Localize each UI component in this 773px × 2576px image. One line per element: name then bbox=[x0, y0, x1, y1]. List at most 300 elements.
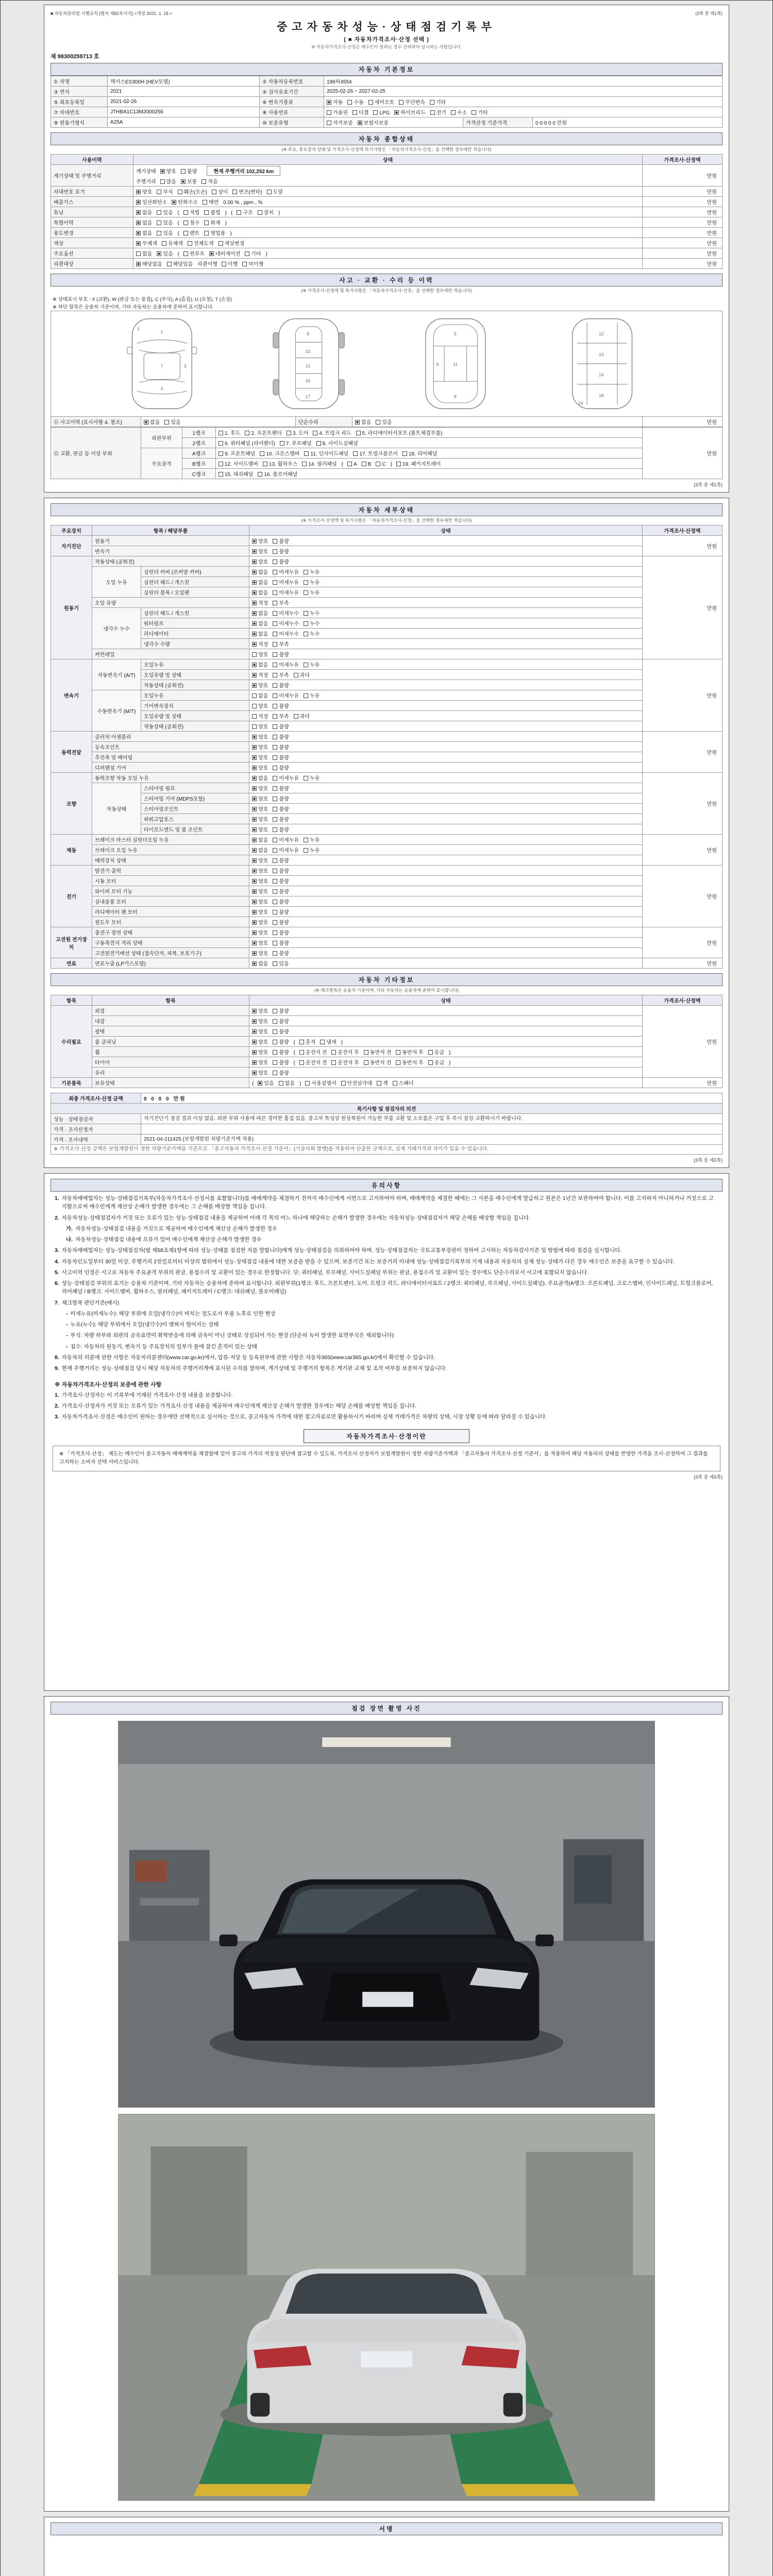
checkbox-option[interactable] bbox=[273, 660, 299, 668]
checkbox-option[interactable] bbox=[273, 949, 289, 957]
checkbox-option[interactable] bbox=[252, 712, 268, 720]
checkbox-checked[interactable] bbox=[252, 1071, 257, 1075]
checkbox-checked[interactable] bbox=[252, 848, 257, 853]
checkbox[interactable] bbox=[376, 420, 380, 425]
checkbox[interactable] bbox=[273, 951, 277, 956]
checkbox[interactable] bbox=[353, 451, 358, 456]
checkbox-checked[interactable] bbox=[209, 251, 214, 256]
checkbox-option[interactable] bbox=[304, 578, 320, 586]
checkbox-option[interactable] bbox=[273, 825, 289, 833]
checkbox-option[interactable] bbox=[273, 764, 289, 771]
checkbox-option[interactable] bbox=[273, 887, 289, 895]
checkbox[interactable] bbox=[294, 714, 298, 719]
checkbox-option[interactable] bbox=[331, 1058, 359, 1066]
checkbox-checked[interactable] bbox=[136, 231, 141, 235]
checkbox-checked[interactable] bbox=[252, 590, 257, 595]
checkbox-option[interactable] bbox=[273, 681, 289, 689]
checkbox-checked[interactable] bbox=[160, 169, 165, 174]
checkbox-checked[interactable] bbox=[252, 961, 257, 966]
checkbox[interactable] bbox=[273, 560, 277, 564]
checkbox-option[interactable] bbox=[368, 98, 395, 106]
checkbox[interactable] bbox=[219, 431, 223, 435]
checkbox-option[interactable] bbox=[428, 1058, 444, 1066]
checkbox-option[interactable] bbox=[219, 429, 240, 436]
checkbox-option[interactable] bbox=[252, 897, 268, 905]
checkbox-option[interactable] bbox=[396, 1048, 423, 1056]
checkbox[interactable] bbox=[273, 930, 277, 935]
checkbox[interactable] bbox=[273, 920, 277, 925]
checkbox-option[interactable] bbox=[273, 1007, 289, 1014]
checkbox-option[interactable] bbox=[377, 1079, 388, 1087]
checkbox[interactable] bbox=[178, 190, 182, 194]
checkbox-option[interactable] bbox=[178, 188, 207, 195]
checkbox-checked[interactable] bbox=[252, 1019, 257, 1024]
checkbox-option[interactable] bbox=[252, 578, 268, 586]
checkbox-checked[interactable] bbox=[136, 210, 141, 215]
checkbox-checked[interactable] bbox=[136, 190, 141, 194]
checkbox-option[interactable] bbox=[252, 660, 268, 668]
checkbox[interactable] bbox=[304, 693, 308, 698]
checkbox[interactable] bbox=[273, 1071, 277, 1075]
checkbox-option[interactable] bbox=[237, 208, 253, 216]
checkbox-option[interactable] bbox=[252, 1027, 268, 1035]
checkbox-option[interactable] bbox=[252, 784, 268, 792]
checkbox[interactable] bbox=[252, 724, 257, 729]
checkbox-option[interactable] bbox=[304, 449, 348, 457]
checkbox[interactable] bbox=[331, 1050, 336, 1055]
checkbox-checked[interactable] bbox=[252, 1009, 257, 1013]
checkbox-option[interactable] bbox=[136, 249, 152, 257]
checkbox[interactable] bbox=[183, 251, 188, 256]
checkbox[interactable] bbox=[305, 1081, 310, 1086]
checkbox-option[interactable] bbox=[273, 846, 299, 854]
checkbox-option[interactable] bbox=[294, 671, 310, 679]
checkbox[interactable] bbox=[219, 472, 223, 477]
checkbox[interactable] bbox=[302, 462, 307, 466]
checkbox-checked[interactable] bbox=[136, 262, 141, 266]
checkbox-option[interactable] bbox=[376, 418, 392, 426]
checkbox-option[interactable] bbox=[252, 774, 268, 782]
checkbox-option[interactable] bbox=[136, 239, 157, 247]
checkbox[interactable] bbox=[219, 441, 223, 446]
checkbox-checked[interactable] bbox=[136, 221, 141, 225]
checkbox-checked[interactable] bbox=[252, 632, 257, 636]
checkbox[interactable] bbox=[347, 462, 352, 466]
checkbox-option[interactable] bbox=[203, 198, 219, 206]
checkbox-option[interactable] bbox=[252, 877, 268, 885]
checkbox-checked[interactable] bbox=[252, 663, 257, 667]
checkbox-option[interactable] bbox=[252, 568, 268, 575]
checkbox-option[interactable] bbox=[347, 98, 363, 106]
checkbox-option[interactable] bbox=[252, 1069, 268, 1076]
checkbox-option[interactable] bbox=[252, 671, 268, 679]
checkbox-option[interactable] bbox=[273, 568, 299, 575]
checkbox[interactable] bbox=[347, 100, 352, 105]
checkbox-option[interactable] bbox=[183, 208, 199, 216]
checkbox-option[interactable] bbox=[252, 867, 268, 874]
checkbox[interactable] bbox=[252, 714, 257, 719]
checkbox[interactable] bbox=[219, 451, 223, 456]
checkbox-checked[interactable] bbox=[252, 838, 257, 842]
checkbox-option[interactable] bbox=[183, 249, 205, 257]
checkbox-option[interactable] bbox=[222, 260, 238, 267]
checkbox-option[interactable] bbox=[302, 460, 337, 467]
checkbox-checked[interactable] bbox=[252, 735, 257, 739]
checkbox-option[interactable] bbox=[273, 805, 289, 812]
checkbox-checked[interactable] bbox=[252, 560, 257, 564]
checkbox-option[interactable] bbox=[252, 619, 268, 627]
checkbox[interactable] bbox=[258, 472, 262, 477]
checkbox[interactable] bbox=[157, 221, 161, 225]
checkbox-option[interactable] bbox=[451, 108, 467, 116]
checkbox-option[interactable] bbox=[327, 108, 348, 116]
checkbox-checked[interactable] bbox=[252, 1040, 257, 1044]
checkbox[interactable] bbox=[162, 241, 166, 246]
checkbox[interactable] bbox=[472, 110, 476, 115]
checkbox-checked[interactable] bbox=[252, 910, 257, 914]
checkbox[interactable] bbox=[273, 590, 277, 595]
checkbox-option[interactable] bbox=[164, 418, 180, 426]
checkbox-option[interactable] bbox=[252, 1038, 268, 1045]
checkbox[interactable] bbox=[204, 231, 209, 235]
checkbox-option[interactable] bbox=[136, 229, 152, 236]
checkbox-option[interactable] bbox=[252, 939, 268, 946]
checkbox-checked[interactable] bbox=[252, 827, 257, 832]
checkbox[interactable] bbox=[273, 766, 277, 770]
checkbox-option[interactable] bbox=[260, 449, 299, 457]
checkbox-checked[interactable] bbox=[252, 766, 257, 770]
checkbox[interactable] bbox=[273, 858, 277, 863]
checkbox[interactable] bbox=[183, 221, 188, 225]
checkbox[interactable] bbox=[237, 210, 241, 215]
checkbox-option[interactable] bbox=[376, 462, 385, 467]
checkbox-option[interactable] bbox=[273, 547, 289, 555]
checkbox-option[interactable] bbox=[157, 218, 173, 226]
checkbox-option[interactable] bbox=[252, 887, 268, 895]
checkbox-checked[interactable] bbox=[252, 900, 257, 904]
checkbox-option[interactable] bbox=[204, 218, 220, 226]
checkbox-option[interactable] bbox=[353, 449, 398, 457]
checkbox[interactable] bbox=[304, 570, 308, 574]
checkbox[interactable] bbox=[430, 110, 435, 115]
checkbox-option[interactable] bbox=[219, 449, 255, 457]
checkbox-option[interactable] bbox=[252, 815, 268, 823]
checkbox-checked[interactable] bbox=[181, 179, 186, 184]
checkbox[interactable] bbox=[273, 580, 277, 585]
checkbox[interactable] bbox=[341, 1081, 346, 1086]
checkbox-option[interactable] bbox=[136, 188, 152, 195]
checkbox[interactable] bbox=[396, 462, 401, 466]
checkbox-option[interactable] bbox=[273, 1017, 289, 1025]
checkbox-option[interactable] bbox=[160, 177, 176, 185]
checkbox[interactable] bbox=[304, 590, 308, 595]
checkbox-option[interactable] bbox=[201, 177, 217, 185]
checkbox-option[interactable] bbox=[263, 460, 297, 467]
checkbox-option[interactable] bbox=[252, 753, 268, 761]
checkbox-option[interactable] bbox=[472, 108, 488, 116]
checkbox-checked[interactable] bbox=[252, 920, 257, 925]
checkbox-option[interactable] bbox=[136, 260, 162, 267]
checkbox-option[interactable] bbox=[304, 846, 320, 854]
checkbox[interactable] bbox=[273, 724, 277, 729]
checkbox[interactable] bbox=[331, 1060, 336, 1065]
checkbox-option[interactable] bbox=[362, 462, 372, 467]
checkbox-option[interactable] bbox=[305, 1079, 336, 1087]
checkbox-option[interactable] bbox=[273, 619, 299, 627]
checkbox-option[interactable] bbox=[245, 249, 261, 257]
checkbox-option[interactable] bbox=[313, 429, 351, 436]
checkbox[interactable] bbox=[164, 420, 169, 425]
checkbox[interactable] bbox=[451, 110, 456, 115]
checkbox-option[interactable] bbox=[172, 198, 198, 206]
checkbox-option[interactable] bbox=[252, 722, 268, 730]
checkbox-option[interactable] bbox=[355, 418, 371, 426]
checkbox[interactable] bbox=[396, 1050, 400, 1055]
checkbox-option[interactable] bbox=[273, 856, 289, 864]
checkbox[interactable] bbox=[273, 941, 277, 945]
checkbox-checked[interactable] bbox=[252, 642, 257, 647]
checkbox-option[interactable] bbox=[252, 836, 268, 843]
checkbox-checked[interactable] bbox=[252, 1060, 257, 1065]
checkbox-option[interactable] bbox=[252, 733, 268, 740]
checkbox-option[interactable] bbox=[252, 949, 268, 957]
checkbox[interactable] bbox=[273, 1040, 277, 1044]
checkbox[interactable] bbox=[273, 807, 277, 811]
checkbox[interactable] bbox=[287, 431, 291, 435]
checkbox-option[interactable] bbox=[273, 599, 289, 606]
checkbox-option[interactable] bbox=[273, 640, 289, 648]
checkbox-option[interactable] bbox=[396, 1058, 423, 1066]
checkbox-option[interactable] bbox=[273, 557, 289, 565]
checkbox-option[interactable] bbox=[273, 815, 289, 823]
checkbox-option[interactable] bbox=[252, 1048, 268, 1056]
checkbox[interactable] bbox=[327, 110, 331, 115]
checkbox-option[interactable] bbox=[331, 1048, 359, 1056]
checkbox[interactable] bbox=[373, 110, 378, 115]
checkbox-option[interactable] bbox=[399, 98, 425, 106]
checkbox[interactable] bbox=[219, 241, 223, 246]
checkbox-option[interactable] bbox=[273, 928, 289, 936]
checkbox-option[interactable] bbox=[273, 897, 289, 905]
checkbox[interactable] bbox=[157, 210, 161, 215]
checkbox-option[interactable] bbox=[252, 557, 268, 565]
checkbox-option[interactable] bbox=[394, 108, 425, 116]
checkbox-option[interactable] bbox=[157, 249, 173, 257]
checkbox-option[interactable] bbox=[252, 547, 268, 555]
checkbox-option[interactable] bbox=[252, 846, 268, 854]
checkbox-checked[interactable] bbox=[252, 858, 257, 863]
checkbox[interactable] bbox=[273, 1060, 277, 1065]
checkbox[interactable] bbox=[273, 683, 277, 688]
checkbox[interactable] bbox=[428, 1050, 433, 1055]
checkbox-checked[interactable] bbox=[252, 611, 257, 616]
checkbox-option[interactable] bbox=[252, 702, 268, 709]
checkbox-option[interactable] bbox=[219, 439, 275, 447]
checkbox-option[interactable] bbox=[273, 774, 299, 782]
checkbox-option[interactable] bbox=[273, 650, 289, 658]
checkbox-option[interactable] bbox=[327, 118, 353, 126]
checkbox-checked[interactable] bbox=[157, 251, 161, 256]
checkbox[interactable] bbox=[316, 441, 321, 446]
checkbox-checked[interactable] bbox=[252, 539, 257, 544]
checkbox-option[interactable] bbox=[364, 1058, 391, 1066]
checkbox-option[interactable] bbox=[280, 439, 312, 447]
checkbox[interactable] bbox=[304, 611, 308, 616]
checkbox-option[interactable] bbox=[267, 188, 283, 195]
checkbox[interactable] bbox=[280, 441, 284, 446]
checkbox-checked[interactable] bbox=[252, 549, 257, 554]
checkbox-option[interactable] bbox=[181, 177, 197, 185]
checkbox-option[interactable] bbox=[273, 753, 289, 761]
checkbox-checked[interactable] bbox=[252, 570, 257, 574]
checkbox-checked[interactable] bbox=[355, 420, 360, 425]
checkbox-checked[interactable] bbox=[252, 889, 257, 894]
checkbox-option[interactable] bbox=[167, 260, 193, 267]
checkbox[interactable] bbox=[273, 869, 277, 873]
checkbox-option[interactable] bbox=[252, 1007, 268, 1014]
checkbox-option[interactable] bbox=[304, 691, 320, 699]
checkbox[interactable] bbox=[273, 601, 277, 605]
checkbox[interactable] bbox=[273, 1009, 277, 1013]
checkbox-option[interactable] bbox=[294, 712, 310, 720]
checkbox-checked[interactable] bbox=[252, 745, 257, 750]
checkbox[interactable] bbox=[273, 652, 277, 657]
checkbox[interactable] bbox=[242, 262, 247, 266]
checkbox-option[interactable] bbox=[402, 449, 437, 457]
checkbox[interactable] bbox=[232, 190, 237, 194]
checkbox-option[interactable] bbox=[304, 660, 320, 668]
checkbox-option[interactable] bbox=[273, 877, 289, 885]
checkbox[interactable] bbox=[430, 100, 434, 105]
checkbox[interactable] bbox=[273, 1019, 277, 1024]
checkbox-checked[interactable] bbox=[252, 941, 257, 945]
checkbox-option[interactable] bbox=[273, 702, 289, 709]
checkbox[interactable] bbox=[304, 621, 308, 626]
checkbox-option[interactable] bbox=[136, 218, 152, 226]
checkbox-option[interactable] bbox=[252, 599, 268, 606]
checkbox-option[interactable] bbox=[252, 537, 268, 545]
checkbox-checked[interactable] bbox=[252, 930, 257, 935]
checkbox-option[interactable] bbox=[273, 784, 289, 792]
checkbox[interactable] bbox=[327, 121, 331, 125]
checkbox-option[interactable] bbox=[273, 939, 289, 946]
checkbox[interactable] bbox=[273, 879, 277, 884]
checkbox-option[interactable] bbox=[304, 568, 320, 575]
checkbox[interactable] bbox=[273, 817, 277, 822]
checkbox[interactable] bbox=[304, 580, 308, 585]
checkbox[interactable] bbox=[245, 431, 249, 435]
checkbox-option[interactable] bbox=[299, 1038, 315, 1045]
checkbox-option[interactable] bbox=[304, 836, 320, 843]
checkbox-option[interactable] bbox=[183, 218, 199, 226]
checkbox-checked[interactable] bbox=[252, 580, 257, 585]
checkbox[interactable] bbox=[356, 431, 361, 435]
checkbox-option[interactable] bbox=[273, 743, 289, 751]
checkbox[interactable] bbox=[273, 776, 277, 781]
checkbox-option[interactable] bbox=[273, 918, 289, 926]
checkbox[interactable] bbox=[167, 262, 172, 266]
checkbox[interactable] bbox=[428, 1060, 433, 1065]
checkbox-option[interactable] bbox=[320, 1038, 336, 1045]
checkbox-option[interactable] bbox=[242, 260, 263, 267]
checkbox-option[interactable] bbox=[252, 1058, 268, 1066]
checkbox-option[interactable] bbox=[304, 619, 320, 627]
checkbox-option[interactable] bbox=[273, 1038, 289, 1045]
checkbox-checked[interactable] bbox=[252, 951, 257, 956]
checkbox-option[interactable] bbox=[273, 609, 299, 617]
checkbox-option[interactable] bbox=[327, 98, 343, 106]
checkbox[interactable] bbox=[273, 693, 277, 698]
checkbox-option[interactable] bbox=[252, 743, 268, 751]
checkbox[interactable] bbox=[304, 848, 308, 853]
checkbox-option[interactable] bbox=[273, 712, 289, 720]
checkbox[interactable] bbox=[273, 786, 277, 791]
checkbox[interactable] bbox=[376, 462, 380, 466]
checkbox-option[interactable] bbox=[273, 794, 289, 802]
checkbox-option[interactable] bbox=[252, 630, 268, 637]
checkbox-checked[interactable] bbox=[252, 1050, 257, 1055]
checkbox-option[interactable] bbox=[273, 908, 289, 916]
checkbox[interactable] bbox=[273, 621, 277, 626]
checkbox[interactable] bbox=[279, 1081, 283, 1086]
checkbox-option[interactable] bbox=[212, 188, 228, 195]
checkbox-option[interactable] bbox=[252, 650, 268, 658]
checkbox-option[interactable] bbox=[428, 1048, 444, 1056]
checkbox-option[interactable] bbox=[304, 774, 320, 782]
checkbox[interactable] bbox=[273, 539, 277, 544]
checkbox-option[interactable] bbox=[358, 118, 389, 126]
checkbox[interactable] bbox=[245, 251, 249, 256]
checkbox-option[interactable] bbox=[273, 671, 289, 679]
checkbox-option[interactable] bbox=[252, 1017, 268, 1025]
checkbox[interactable] bbox=[294, 673, 298, 677]
checkbox-checked[interactable] bbox=[136, 200, 141, 205]
checkbox[interactable] bbox=[299, 1050, 304, 1055]
checkbox[interactable] bbox=[273, 704, 277, 708]
checkbox[interactable] bbox=[267, 190, 272, 194]
checkbox-option[interactable] bbox=[252, 928, 268, 936]
checkbox-option[interactable] bbox=[396, 460, 441, 467]
checkbox[interactable] bbox=[260, 451, 264, 456]
checkbox-option[interactable] bbox=[157, 188, 173, 195]
checkbox-option[interactable] bbox=[304, 609, 320, 617]
checkbox-option[interactable] bbox=[136, 198, 167, 206]
checkbox-option[interactable] bbox=[188, 239, 214, 247]
checkbox-option[interactable] bbox=[183, 229, 199, 236]
checkbox-option[interactable] bbox=[252, 959, 268, 967]
checkbox-option[interactable] bbox=[316, 439, 358, 447]
checkbox[interactable] bbox=[222, 262, 226, 266]
checkbox-option[interactable] bbox=[273, 836, 299, 843]
checkbox[interactable] bbox=[273, 827, 277, 832]
checkbox-option[interactable] bbox=[393, 1079, 414, 1087]
checkbox-option[interactable] bbox=[162, 239, 183, 247]
checkbox-option[interactable] bbox=[252, 640, 268, 648]
checkbox-option[interactable] bbox=[273, 722, 289, 730]
checkbox-option[interactable] bbox=[352, 108, 368, 116]
checkbox[interactable] bbox=[273, 838, 277, 842]
checkbox-option[interactable] bbox=[258, 470, 297, 478]
checkbox[interactable] bbox=[273, 549, 277, 554]
checkbox[interactable] bbox=[203, 200, 207, 205]
checkbox[interactable] bbox=[396, 1060, 400, 1065]
checkbox-checked[interactable] bbox=[252, 673, 257, 677]
checkbox-checked[interactable] bbox=[252, 621, 257, 626]
checkbox[interactable] bbox=[393, 1081, 397, 1086]
checkbox[interactable] bbox=[320, 1040, 325, 1044]
checkbox-checked[interactable] bbox=[252, 601, 257, 605]
checkbox-checked[interactable] bbox=[172, 200, 176, 205]
